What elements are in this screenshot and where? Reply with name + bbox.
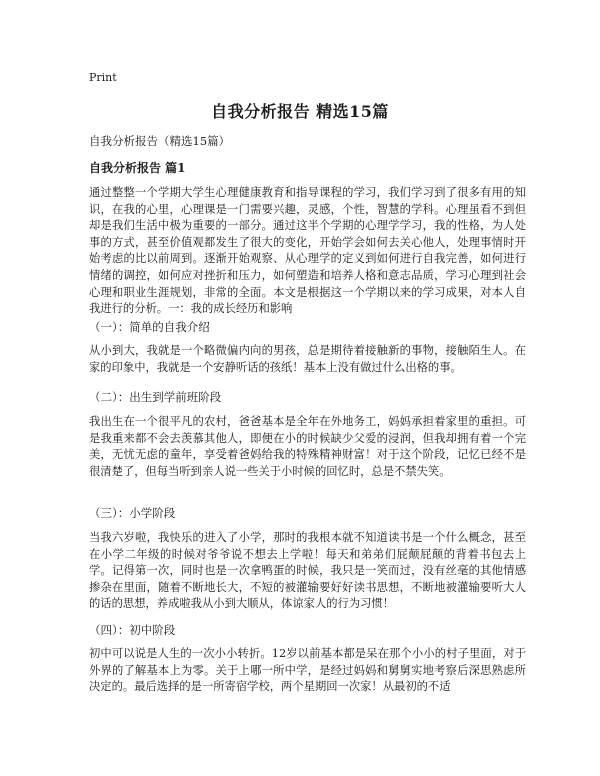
subsection-body-2: 我出生在一个很平凡的农村，爸爸基本是全年在外地务工，妈妈承担着家里的重担。可是我重来都不会去羡慕其他人，即便在小的时候缺少父爱的浸润，但我却拥有着一个完美，无忧无虑的童年，享受着爸妈给我的特殊精神财富！对于这个阶段，记忆已经不是很清楚了，但每当听到亲人说一些关于小时候的回忆时，总是不禁失笑。 — [89, 415, 526, 478]
subsection-heading-3: （三）：小学阶段 — [89, 506, 176, 520]
subsection-heading-4: （四）：初中阶段 — [89, 623, 176, 637]
subsection-body-1: 从小到大，我就是一个略微偏内向的男孩，总是期待着接触新的事物，接触陌生人。在家的印象中，我就是一个安静听话的孩纸！基本上没有做过什么出格的事。 — [89, 344, 526, 374]
section-heading: 自我分析报告 篇1 — [89, 161, 186, 175]
intro-paragraph: 通过整整一个学期大学生心理健康教育和指导课程的学习，我们学习到了很多有用的知识，在我的心里，心理课是一门需要兴趣，灵感，个性，智慧的学科。心理虽看不到但却是我们生活中极为重要的一部分。通过这半个学期的心理学学习，我的性格，为人处事的方式，甚至价值观都发生了很大的变化，开始学会如何去关心他人，处理事情时开始考虑的比以前周到。逐渐开始观察、从心理学的定义到如何进行自我完善，如何进行情绪的调控，如何应对挫折和压力，如何塑造和培养人格和意志品质，学习心理到社会心理和职业生涯规划，非常的全面。本文是根据这一个学期以来的学习成果，对本人自我进行的分析。一：我的成长经历和影响 — [89, 186, 526, 316]
subsection-body-3: 当我六岁啦，我快乐的进入了小学，那时的我根本就不知道读书是一个什么概念，甚至在小学二年级的时候对爷爷说不想去上学啦！每天和弟弟们屁颠屁颠的背着书包去上学。记得第一次，同时也是一次拿鸭蛋的时候，我只是一笑而过，没有丝毫的其他情感掺杂在里面，随着不断地长大，不短的被灌输要好好读书思想，不断地被灌输要听大人的话的思想，养成啦我从小到大顺从，体谅家人的行为习惯！ — [89, 531, 526, 611]
subsection-heading-1: （一）：简单的自我介绍 — [89, 320, 210, 334]
document-subtitle: 自我分析报告（精选15篇） — [89, 134, 231, 148]
subsection-body-4: 初中可以说是人生的一次小小转折。12岁以前基本都是呆在那个小小的村子里面，对于外界的了解基本上为零。关于上哪一所中学，是经过妈妈和舅舅实地考察后深思熟虑所决定的。最后选择的是一所寄宿学校，两个星期回一次家！从最初的不适 — [89, 647, 526, 694]
subsection-heading-2: （二）：出生到学前班阶段 — [89, 390, 222, 404]
print-link[interactable]: Print — [89, 71, 117, 84]
page-title: 自我分析报告 精选15篇 — [211, 102, 389, 121]
